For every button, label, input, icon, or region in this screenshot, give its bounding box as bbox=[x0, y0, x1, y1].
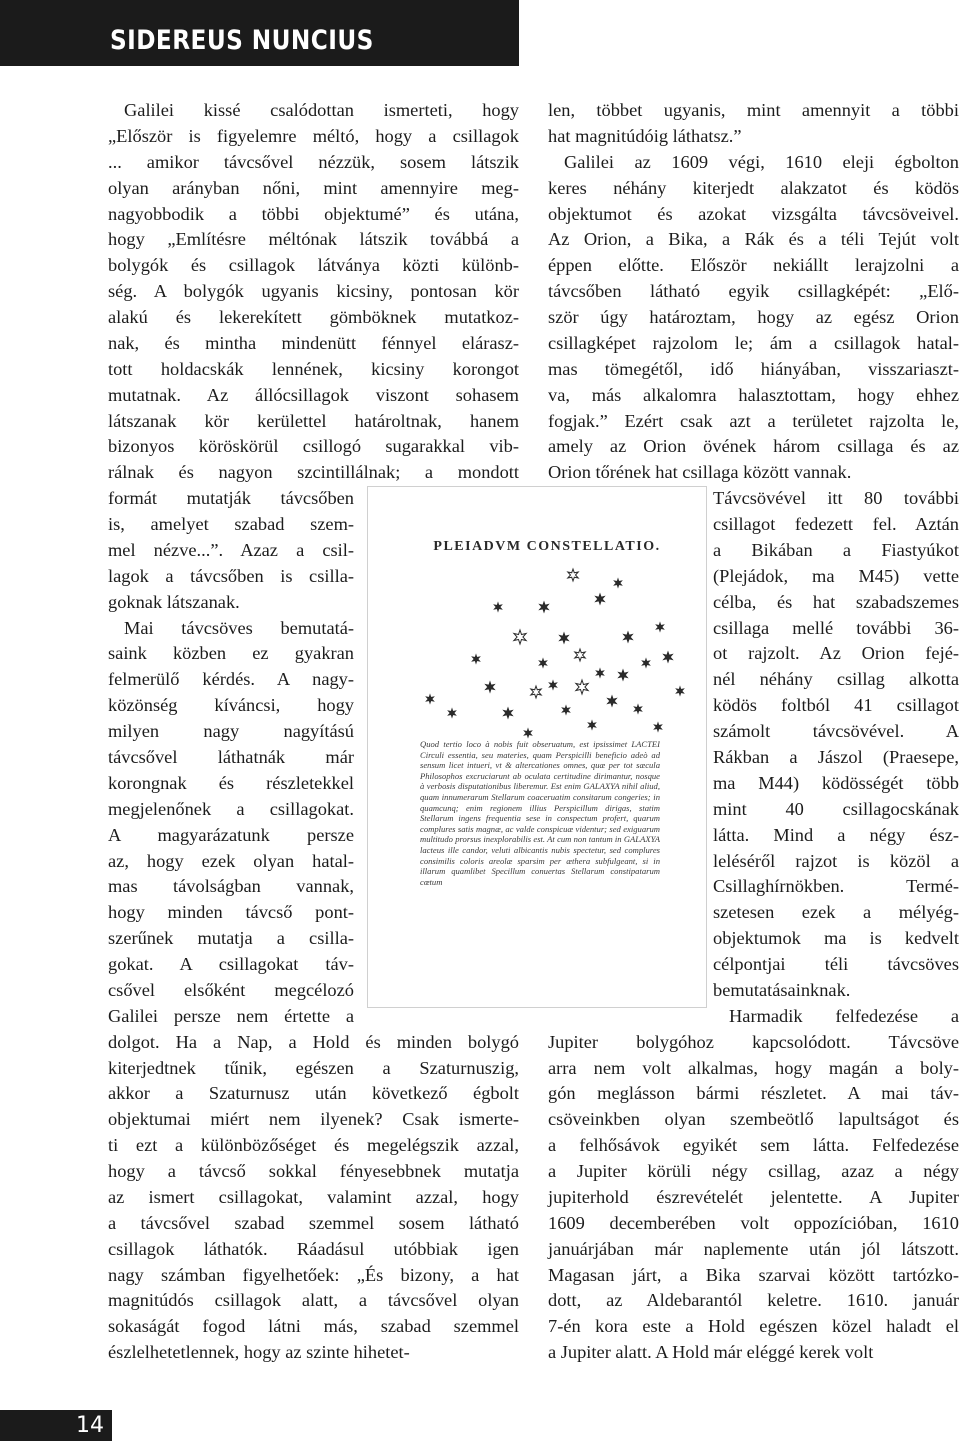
right_column-line: ma M44) ködösségét több bbox=[713, 772, 959, 793]
right_column-line: len, többet ugyanis, mint amennyit a többi bbox=[548, 100, 959, 120]
star-mark bbox=[589, 721, 596, 729]
left_column-line: ség. A bolygók ugyanis kicsiny, pontosan kör bbox=[108, 281, 519, 302]
left_column-line: Galilei persze nem értette a bbox=[108, 1005, 354, 1026]
left_column-line: korongnak és részletekkel bbox=[108, 772, 354, 793]
left_column-line: kiterjedtnek tűnik, egészen a Szaturnuszig, bbox=[108, 1057, 519, 1078]
right_column-line: keres néhány kiterjedt alakzatot és ködös bbox=[548, 177, 959, 198]
right_column-line: fogjak.” Ezért csak azt a területet rajzolta le, bbox=[548, 410, 959, 431]
right_column-line: (Plejádok, ma M45) vette bbox=[713, 565, 959, 586]
right_column-line: 7-én kora este a Hold egészen közel haladt el bbox=[548, 1316, 959, 1337]
right_column-line: gón meglásson bármi részletet. A mai táv- bbox=[548, 1083, 959, 1104]
right_column-line: objektumot és azokat vizsgálta távcsöveivel. bbox=[548, 203, 959, 224]
right_column-line: 1609 decemberében volt oppozícióban, 1610 bbox=[548, 1212, 959, 1233]
right_column-line: csöveinkben olyan szembeötlő lapultságot és bbox=[548, 1109, 959, 1130]
right_column-line: csillaga mellé további 36- bbox=[713, 617, 959, 638]
right_column-line: csillagot fedezett fel. Aztán bbox=[713, 514, 959, 535]
left_column-line: nagyobbodik a többi objektumé” és utána, bbox=[108, 203, 519, 224]
left_column-line: olyan arányban nőni, mint amennyire meg- bbox=[108, 177, 519, 198]
star-mark bbox=[486, 682, 495, 692]
left_column-line: látszanak kör kerülettel határoltnak, hanem bbox=[108, 410, 519, 431]
right_column-line: Magasan járt, a Bika szarvai között tartózko- bbox=[548, 1264, 959, 1285]
left_column-line: hogy „Említésre méltónak látszik továbbá a bbox=[108, 229, 519, 250]
right_column-line: arra nem volt alkalmas, hogy magán a boly- bbox=[548, 1057, 959, 1078]
right_column-line: Távcsövével itt 80 további bbox=[713, 488, 959, 509]
right_column-line: Csillaghírnökben. Termé- bbox=[713, 876, 959, 897]
right_column-line: januárjában már naplemente után jól látszott. bbox=[548, 1238, 959, 1259]
right_column-line: a Jupiter körüli négy csillag, azaz a négy bbox=[548, 1161, 959, 1182]
right_column-line: Az Orion, a Bika, a Rák és a téli Tejút volt bbox=[548, 229, 959, 250]
right_column-line: mas tömegétől, idő hiányában, visszariaszt- bbox=[548, 358, 959, 379]
right_column-line: Rákban a Jászol (Praesepe, bbox=[713, 747, 959, 767]
right_column-line: bemutatásainknak. bbox=[713, 979, 851, 1000]
right_column-line: objektumok ma is kedvelt bbox=[713, 928, 959, 949]
figure-title: PLEIADVM CONSTELLATIO. bbox=[433, 539, 661, 554]
left_column-line: is, amelyet szabad szem- bbox=[108, 514, 354, 535]
left_column-line: A magyarázatunk persze bbox=[108, 824, 354, 845]
star-mark bbox=[575, 649, 585, 661]
left_column-line: szerűnek mutatja a csilla- bbox=[108, 928, 354, 949]
left_column-line: saink közben ez gyakran bbox=[108, 643, 354, 664]
star-mark bbox=[635, 705, 642, 713]
right_column-line: számolt távcsövével. A bbox=[713, 721, 959, 742]
star-mark bbox=[563, 706, 570, 714]
left_column-line: formát mutatják távcsőben bbox=[108, 488, 354, 509]
right_column-line: célpontjai téli távcsöves bbox=[713, 954, 959, 975]
right_column-line: amely az Orion övének három csillaga és az bbox=[548, 436, 959, 457]
left_column-line: mas távolságban vannak, bbox=[108, 876, 354, 897]
right_column-line: dott, az Aldebarantól keletre. 1610. január bbox=[548, 1290, 959, 1311]
left_column-line: rálnak és nagyon szcintillálnak; a mondott bbox=[108, 462, 519, 483]
right_column-line: a Bikában a Fiastyúkot bbox=[713, 539, 959, 560]
star-mark bbox=[596, 594, 605, 604]
star-mark bbox=[643, 659, 650, 667]
right_column-line: távcsőben látható egyik csillagképét: „Elő- bbox=[548, 281, 959, 302]
left_column-line: az ismert csillagokat, valamint azzal, hogy bbox=[108, 1186, 519, 1207]
right_column-line: látta. Mind a négy ész- bbox=[713, 824, 959, 845]
left_column-line: nak, és mintha mindenütt fénnyel elárasz- bbox=[108, 332, 519, 353]
header-title: SIDEREUS NUNCIUS bbox=[110, 25, 374, 56]
star-mark bbox=[655, 723, 662, 731]
star-mark bbox=[664, 652, 673, 662]
left_column-line: ... amikor távcsővel nézzük, sosem látszik bbox=[108, 151, 519, 172]
star-mark bbox=[449, 709, 456, 717]
right_column-line: hat magnitúdóig láthatsz.” bbox=[548, 125, 742, 146]
star-mark bbox=[624, 632, 633, 642]
right_column-line: leléséről rajzot is közöl a bbox=[713, 850, 959, 871]
figure-latin-text: Quod tertio loco à nobis fuit obseruatum, est ipsissimet LACTEI Circuli essentia, seu materies, quam Perspicilli beneficio adeò ad sensum licet intueri, vt & altercationes omnes, quæ per tot sæcula Philosophos excruciarunt ab oculata certitudine dirimantur, nosque à verbosis disputationibus liberemur. Est enim GALAXYA nihil aliud, quam innumerarum Stellarum coaceruatim consitarum congeries; in quamcunq; enim regionem illius Perspicillum dirigas, statim Stellarum ingens frequentia sese in conspectum profert, quarum complures satis magnæ, ac valde conspicuæ videntur; sed exiguarum multitudo prorsus inexplorabilis est. At cum non tantum in GALAXYA lacteus ille candor, veluti albicantis nubis spectetur, sed complures consimilis coloris areolæ sparsim per æthera subfulgeant, si in illarum quamlibet Specillum conuertas Stellarum constipatarum cœtum bbox=[420, 739, 660, 887]
left_column-line: bolygók és csillagok látványa közti különb- bbox=[108, 255, 519, 276]
left_column-line: felmerülő kérdés. A nagy- bbox=[108, 669, 354, 690]
left_column-line: hogy a távcső sokkal fényesebbnek mutatja bbox=[108, 1161, 519, 1182]
star-mark bbox=[514, 630, 526, 644]
right_column-line: csillagképet rajzolom le; ám a csillagok hatal- bbox=[548, 332, 959, 353]
left_column-line: tott holdacskák lennének, kicsiny korongot bbox=[108, 358, 519, 379]
left_column-line: sokaságát fogod látni más, szabad szemmel bbox=[108, 1316, 519, 1337]
left_column-line: ti ezt a különbözőséget és megelégszik azzal, bbox=[108, 1135, 519, 1156]
right_column-line: ot rajzolt. Az Orion fejé- bbox=[713, 643, 959, 664]
left_column-line: objektumai miért nem ilyenek? Csak ismerte- bbox=[108, 1109, 519, 1130]
left_column-line: „Először is figyelemre méltó, hogy a csillagok bbox=[108, 125, 519, 146]
right_column-line: Harmadik felfedezése a bbox=[729, 1005, 959, 1026]
right_column-line: ködös foltból 41 csillagot bbox=[713, 695, 959, 716]
right_column-line: nél néhány csillag alkotta bbox=[713, 669, 959, 690]
star-mark bbox=[540, 602, 549, 612]
left_column-line: magnitúdós csillagok alatt, a távcsővel olyan bbox=[108, 1290, 519, 1311]
right_column-line: va, más alkalomra halasztottam, hogy ehhez bbox=[548, 384, 959, 405]
star-mark bbox=[540, 659, 547, 667]
left_column-line: megjelenőnek a csillagokat. bbox=[108, 798, 354, 819]
left_column-line: távcsővel láthatnák már bbox=[108, 747, 354, 767]
star-mark bbox=[525, 729, 532, 737]
star-mark bbox=[576, 680, 588, 694]
star-mark bbox=[608, 696, 617, 706]
star-mark bbox=[568, 569, 578, 581]
left_column-line: akkor a Szaturnusz után következő égbolt bbox=[108, 1083, 519, 1104]
right_column-line: jupiterhold észrevételét jelentette. A Jupiter bbox=[548, 1186, 959, 1207]
right_column-line: Orion tőrének hat csillaga között vannak. bbox=[548, 462, 852, 483]
left_column-line: csillagok láthatók. Ráadásul utóbbiak igen bbox=[108, 1238, 519, 1259]
star-mark bbox=[597, 669, 604, 677]
right_column-line: a felhősávok egyikét sem látta. Felfedezése bbox=[548, 1135, 959, 1156]
right_column-line: ször úgy határoztam, hogy az egész Orion bbox=[548, 307, 959, 328]
page-number: 14 bbox=[0, 1410, 112, 1441]
right_column-line: mint 40 csillagocskának bbox=[713, 798, 959, 819]
right_column-line: a Jupiter alatt. A Hold már eléggé kerek volt bbox=[548, 1342, 874, 1363]
left_column-line: nagy számban figyelhetőek: „És bizony, a hat bbox=[108, 1264, 519, 1285]
star-mark bbox=[550, 681, 557, 689]
right_column-line: szetesen ezek a mélyég- bbox=[713, 902, 959, 923]
left_column-line: gokat. A csillagokat táv- bbox=[108, 954, 354, 975]
star-mark bbox=[531, 686, 541, 698]
left_column-line: dolgot. Ha a Nap, a Hold és minden bolygó bbox=[108, 1031, 519, 1052]
star-mark bbox=[504, 708, 513, 718]
star-mark bbox=[615, 579, 622, 587]
left_column-line: goknak látszanak. bbox=[108, 591, 240, 612]
star-mark bbox=[473, 655, 480, 663]
right_column-line: Jupiter bolygóhoz kapcsolódott. Távcsöve bbox=[548, 1031, 959, 1052]
left_column-line: észlelhetetlennek, hogy az szinte hihetet- bbox=[108, 1342, 410, 1363]
left_column-line: alakú és lekerekített gömböknek mutatkoz- bbox=[108, 307, 519, 328]
left_column-line: bizonyos köröskörül csillogó sugarakkal vib- bbox=[108, 436, 519, 457]
left_column-line: lagok a távcsőben is csilla- bbox=[108, 565, 354, 586]
right_column-line: éppen előtte. Először nekiállt lerajzolni a bbox=[548, 255, 959, 276]
star-mark bbox=[677, 687, 684, 695]
running-header bbox=[0, 0, 519, 66]
right_column-line: célba, és hat szabadszemes bbox=[713, 591, 959, 612]
left_column-line: csővel elsőként megcélozó bbox=[108, 979, 354, 1000]
star-mark bbox=[560, 633, 569, 643]
left_column-line: az, hogy ezek olyan hatal- bbox=[108, 850, 354, 871]
pleiades-figure bbox=[368, 487, 706, 1007]
left_column-line: Galilei kissé csalódottan ismerteti, hogy bbox=[124, 100, 519, 120]
star-mark bbox=[619, 670, 628, 680]
star-mark bbox=[427, 695, 434, 703]
left_column-line: mel nézve...”. Azaz a csil- bbox=[108, 539, 354, 560]
left_column-line: a távcsővel szabad szemmel sosem látható bbox=[108, 1212, 519, 1233]
left_column-line: közönség kíváncsi, hogy bbox=[108, 695, 354, 716]
left_column-line: mutatnak. Az állócsillagok viszont sohasem bbox=[108, 384, 519, 405]
star-mark bbox=[495, 603, 502, 611]
left_column-line: Mai távcsöves bemutatá- bbox=[124, 617, 354, 638]
left_column-line: hogy minden távcső pont- bbox=[108, 902, 354, 923]
left_column-line: milyen nagy nagyítású bbox=[108, 721, 354, 742]
right_column-line: Galilei az 1609 végi, 1610 eleji égbolton bbox=[564, 151, 959, 172]
star-mark bbox=[657, 623, 664, 631]
